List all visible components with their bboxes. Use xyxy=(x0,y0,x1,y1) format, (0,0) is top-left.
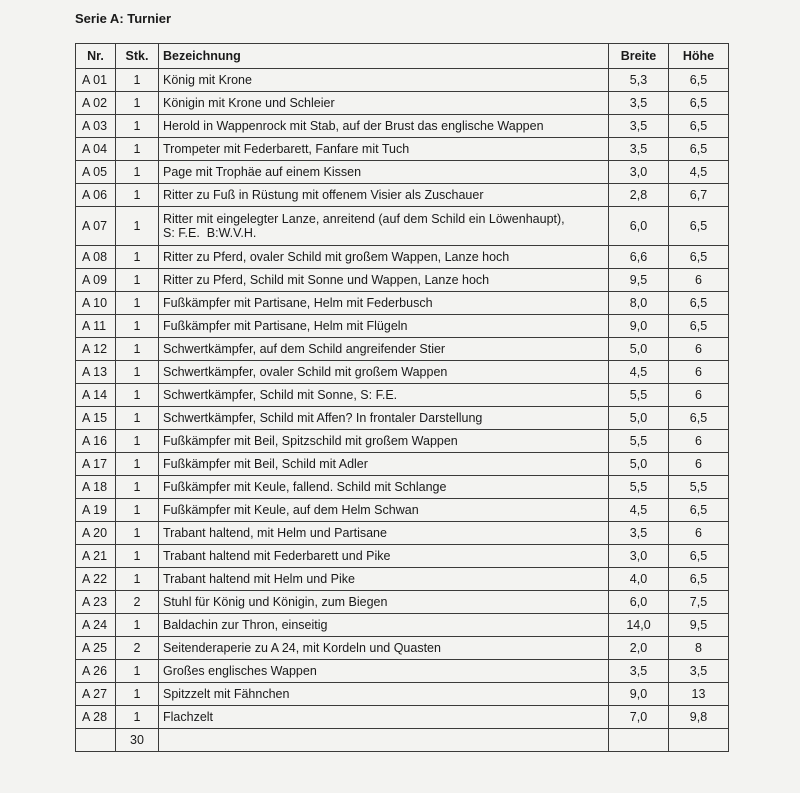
cell-nr: A 04 xyxy=(76,138,116,161)
bezeichnung-line: Ritter zu Pferd, ovaler Schild mit großem Wappen, Lanze hoch xyxy=(163,250,510,264)
cell-hoehe: 6 xyxy=(669,338,729,361)
cell-bezeichnung xyxy=(159,246,609,269)
cell-hoehe: 13 xyxy=(669,683,729,706)
cell-nr: A 01 xyxy=(76,69,116,92)
cell-nr: A 19 xyxy=(76,499,116,522)
cell-breite: 2,0 xyxy=(609,637,669,660)
cell-breite: 5,5 xyxy=(609,384,669,407)
cell-stk: 1 xyxy=(116,184,159,207)
cell-stk: 1 xyxy=(116,161,159,184)
cell-bezeichnung xyxy=(159,92,609,115)
table-row xyxy=(76,269,729,292)
table-row xyxy=(76,614,729,637)
cell-hoehe: 3,5 xyxy=(669,660,729,683)
cell-bezeichnung xyxy=(159,522,609,545)
cell-hoehe: 6,5 xyxy=(669,207,729,246)
cell-bezeichnung xyxy=(159,614,609,637)
cell-hoehe: 8 xyxy=(669,637,729,660)
cell-stk: 2 xyxy=(116,637,159,660)
cell-breite: 9,0 xyxy=(609,315,669,338)
page-title: Serie A: Turnier xyxy=(75,11,172,26)
cell-stk: 1 xyxy=(116,292,159,315)
cell-stk: 1 xyxy=(116,115,159,138)
bezeichnung-line-2: S: F.E. B:W.V.H. xyxy=(163,226,257,240)
bezeichnung-line: Baldachin zur Thron, einseitig xyxy=(163,618,328,632)
cell-breite: 4,5 xyxy=(609,499,669,522)
bezeichnung-line: Schwertkämpfer, Schild mit Affen? In frontaler Darstellung xyxy=(163,411,483,425)
cell-nr: A 02 xyxy=(76,92,116,115)
cell-breite: 3,5 xyxy=(609,92,669,115)
cell-nr: A 28 xyxy=(76,706,116,729)
cell-stk: 1 xyxy=(116,315,159,338)
cell-stk: 1 xyxy=(116,338,159,361)
cell-hoehe: 6,5 xyxy=(669,292,729,315)
cell-stk: 1 xyxy=(116,407,159,430)
cell-breite: 4,0 xyxy=(609,568,669,591)
bezeichnung-line: Trabant haltend, mit Helm und Partisane xyxy=(163,526,387,540)
table-row xyxy=(76,476,729,499)
cell-nr: A 05 xyxy=(76,161,116,184)
cell-stk: 1 xyxy=(116,92,159,115)
cell-breite: 5,0 xyxy=(609,338,669,361)
cell-nr: A 21 xyxy=(76,545,116,568)
cell-nr: A 06 xyxy=(76,184,116,207)
bezeichnung-line: Fußkämpfer mit Keule, auf dem Helm Schwan xyxy=(163,503,419,517)
cell-bezeichnung xyxy=(159,499,609,522)
cell-hoehe: 6 xyxy=(669,361,729,384)
cell-stk: 1 xyxy=(116,522,159,545)
table-row xyxy=(76,361,729,384)
bezeichnung-line: Fußkämpfer mit Partisane, Helm mit Federbusch xyxy=(163,296,433,310)
table-row xyxy=(76,115,729,138)
cell-hoehe: 6,5 xyxy=(669,545,729,568)
bezeichnung-line: Trabant haltend mit Helm und Pike xyxy=(163,572,355,586)
cell-hoehe: 6,5 xyxy=(669,246,729,269)
bezeichnung-line: Fußkämpfer mit Beil, Schild mit Adler xyxy=(163,457,368,471)
cell-stk: 1 xyxy=(116,384,159,407)
cell-breite: 4,5 xyxy=(609,361,669,384)
cell-breite: 5,0 xyxy=(609,453,669,476)
cell-hoehe: 6 xyxy=(669,522,729,545)
cell-nr: A 17 xyxy=(76,453,116,476)
cell-bezeichnung xyxy=(159,292,609,315)
cell-bezeichnung xyxy=(159,361,609,384)
cell-breite: 3,5 xyxy=(609,115,669,138)
table-row xyxy=(76,138,729,161)
cell-stk: 1 xyxy=(116,545,159,568)
table-row xyxy=(76,69,729,92)
cell-hoehe: 6 xyxy=(669,430,729,453)
header-hoehe: Höhe xyxy=(669,44,729,69)
bezeichnung-line: Seitenderaperie zu A 24, mit Kordeln und Quasten xyxy=(163,641,441,655)
total-bezeichnung xyxy=(159,729,609,752)
cell-bezeichnung xyxy=(159,138,609,161)
table-row xyxy=(76,683,729,706)
cell-nr: A 09 xyxy=(76,269,116,292)
cell-hoehe: 6,5 xyxy=(669,315,729,338)
cell-bezeichnung xyxy=(159,476,609,499)
cell-bezeichnung xyxy=(159,184,609,207)
cell-hoehe: 9,8 xyxy=(669,706,729,729)
cell-nr: A 08 xyxy=(76,246,116,269)
cell-breite: 5,5 xyxy=(609,430,669,453)
cell-stk: 1 xyxy=(116,69,159,92)
cell-breite: 5,3 xyxy=(609,69,669,92)
bezeichnung-line: Herold in Wappenrock mit Stab, auf der Brust das englische Wappen xyxy=(163,119,544,133)
cell-stk: 1 xyxy=(116,476,159,499)
total-breite xyxy=(609,729,669,752)
total-row xyxy=(76,729,729,752)
cell-breite: 8,0 xyxy=(609,292,669,315)
cell-nr: A 03 xyxy=(76,115,116,138)
cell-bezeichnung xyxy=(159,637,609,660)
cell-breite: 7,0 xyxy=(609,706,669,729)
cell-hoehe: 6,5 xyxy=(669,499,729,522)
cell-nr: A 20 xyxy=(76,522,116,545)
cell-hoehe: 6,5 xyxy=(669,115,729,138)
cell-breite: 5,0 xyxy=(609,407,669,430)
cell-nr: A 11 xyxy=(76,315,116,338)
cell-bezeichnung xyxy=(159,69,609,92)
cell-stk: 1 xyxy=(116,614,159,637)
table-row xyxy=(76,522,729,545)
table-row xyxy=(76,338,729,361)
cell-stk: 1 xyxy=(116,499,159,522)
cell-nr: A 27 xyxy=(76,683,116,706)
cell-stk: 1 xyxy=(116,269,159,292)
cell-breite: 3,5 xyxy=(609,660,669,683)
cell-hoehe: 9,5 xyxy=(669,614,729,637)
bezeichnung-line: Trabant haltend mit Federbarett und Pike xyxy=(163,549,391,563)
bezeichnung-line: Königin mit Krone und Schleier xyxy=(163,96,335,110)
cell-breite: 6,0 xyxy=(609,591,669,614)
cell-nr: A 07 xyxy=(76,207,116,246)
bezeichnung-line: Fußkämpfer mit Partisane, Helm mit Flügeln xyxy=(163,319,408,333)
cell-bezeichnung xyxy=(159,161,609,184)
cell-nr: A 18 xyxy=(76,476,116,499)
cell-hoehe: 6 xyxy=(669,453,729,476)
table-row xyxy=(76,545,729,568)
cell-bezeichnung xyxy=(159,430,609,453)
table-row xyxy=(76,637,729,660)
bezeichnung-line: Schwertkämpfer, ovaler Schild mit großem Wappen xyxy=(163,365,448,379)
bezeichnung-line: Fußkämpfer mit Keule, fallend. Schild mit Schlange xyxy=(163,480,447,494)
bezeichnung-line: Schwertkämpfer, Schild mit Sonne, S: F.E. xyxy=(163,388,398,402)
cell-hoehe: 6,7 xyxy=(669,184,729,207)
cell-stk: 1 xyxy=(116,683,159,706)
cell-breite: 3,5 xyxy=(609,522,669,545)
bezeichnung-line: Trompeter mit Federbarett, Fanfare mit Tuch xyxy=(163,142,410,156)
cell-nr: A 10 xyxy=(76,292,116,315)
bezeichnung-line: Fußkämpfer mit Beil, Spitzschild mit großem Wappen xyxy=(163,434,458,448)
total-nr xyxy=(76,729,116,752)
bezeichnung-line: Ritter zu Pferd, Schild mit Sonne und Wappen, Lanze hoch xyxy=(163,273,490,287)
cell-breite: 5,5 xyxy=(609,476,669,499)
bezeichnung-line: Flachzelt xyxy=(163,710,214,724)
cell-hoehe: 6,5 xyxy=(669,92,729,115)
cell-hoehe: 5,5 xyxy=(669,476,729,499)
header-stk: Stk. xyxy=(116,44,159,69)
cell-breite: 3,0 xyxy=(609,545,669,568)
cell-bezeichnung xyxy=(159,683,609,706)
cell-bezeichnung xyxy=(159,568,609,591)
cell-bezeichnung xyxy=(159,338,609,361)
cell-nr: A 13 xyxy=(76,361,116,384)
bezeichnung-line: Ritter zu Fuß in Rüstung mit offenem Visier als Zuschauer xyxy=(163,188,484,202)
cell-stk: 1 xyxy=(116,246,159,269)
cell-nr: A 25 xyxy=(76,637,116,660)
cell-breite: 6,0 xyxy=(609,207,669,246)
cell-breite: 14,0 xyxy=(609,614,669,637)
cell-stk: 1 xyxy=(116,361,159,384)
cell-breite: 2,8 xyxy=(609,184,669,207)
bezeichnung-line: Page mit Trophäe auf einem Kissen xyxy=(163,165,362,179)
cell-bezeichnung xyxy=(159,706,609,729)
total-stk: 30 xyxy=(116,729,159,752)
cell-hoehe: 4,5 xyxy=(669,161,729,184)
cell-stk: 1 xyxy=(116,453,159,476)
cell-hoehe: 6,5 xyxy=(669,407,729,430)
table-row xyxy=(76,384,729,407)
table-row xyxy=(76,453,729,476)
cell-nr: A 22 xyxy=(76,568,116,591)
cell-hoehe: 6 xyxy=(669,384,729,407)
cell-breite: 3,0 xyxy=(609,161,669,184)
cell-bezeichnung xyxy=(159,407,609,430)
cell-bezeichnung xyxy=(159,315,609,338)
header-bezeichnung: Bezeichnung xyxy=(159,44,609,69)
cell-stk: 1 xyxy=(116,568,159,591)
inventory-table xyxy=(75,43,729,752)
table-row xyxy=(76,706,729,729)
cell-breite: 9,0 xyxy=(609,683,669,706)
table-row xyxy=(76,315,729,338)
bezeichnung-line: Stuhl für König und Königin, zum Biegen xyxy=(163,595,388,609)
cell-stk: 1 xyxy=(116,660,159,683)
bezeichnung-line: Spitzzelt mit Fähnchen xyxy=(163,687,290,701)
cell-bezeichnung xyxy=(159,545,609,568)
cell-stk: 1 xyxy=(116,138,159,161)
cell-bezeichnung xyxy=(159,207,609,246)
total-hoehe xyxy=(669,729,729,752)
table-row xyxy=(76,407,729,430)
cell-bezeichnung xyxy=(159,453,609,476)
cell-bezeichnung xyxy=(159,591,609,614)
cell-nr: A 16 xyxy=(76,430,116,453)
table-row xyxy=(76,246,729,269)
cell-stk: 1 xyxy=(116,430,159,453)
cell-stk: 2 xyxy=(116,591,159,614)
cell-stk: 1 xyxy=(116,207,159,246)
cell-breite: 9,5 xyxy=(609,269,669,292)
cell-bezeichnung xyxy=(159,660,609,683)
cell-hoehe: 6,5 xyxy=(669,69,729,92)
table-header-row xyxy=(76,44,729,69)
table-row xyxy=(76,499,729,522)
cell-hoehe: 6 xyxy=(669,269,729,292)
cell-breite: 6,6 xyxy=(609,246,669,269)
cell-bezeichnung xyxy=(159,115,609,138)
cell-hoehe: 6,5 xyxy=(669,568,729,591)
cell-hoehe: 6,5 xyxy=(669,138,729,161)
cell-nr: A 15 xyxy=(76,407,116,430)
table-row xyxy=(76,207,729,246)
table-row xyxy=(76,430,729,453)
cell-hoehe: 7,5 xyxy=(669,591,729,614)
table-row xyxy=(76,568,729,591)
bezeichnung-line: Großes englisches Wappen xyxy=(163,664,317,678)
header-breite: Breite xyxy=(609,44,669,69)
cell-nr: A 12 xyxy=(76,338,116,361)
cell-nr: A 23 xyxy=(76,591,116,614)
table-row xyxy=(76,292,729,315)
table-row xyxy=(76,161,729,184)
bezeichnung-line: König mit Krone xyxy=(163,73,252,87)
table-row xyxy=(76,92,729,115)
bezeichnung-line: Schwertkämpfer, auf dem Schild angreifender Stier xyxy=(163,342,446,356)
cell-nr: A 26 xyxy=(76,660,116,683)
cell-nr: A 24 xyxy=(76,614,116,637)
table-row xyxy=(76,660,729,683)
table-row xyxy=(76,184,729,207)
cell-bezeichnung xyxy=(159,269,609,292)
header-nr: Nr. xyxy=(76,44,116,69)
cell-stk: 1 xyxy=(116,706,159,729)
cell-bezeichnung xyxy=(159,384,609,407)
table-row xyxy=(76,591,729,614)
cell-breite: 3,5 xyxy=(609,138,669,161)
bezeichnung-line: Ritter mit eingelegter Lanze, anreitend (auf dem Schild ein Löwenhaupt), xyxy=(163,212,565,226)
cell-nr: A 14 xyxy=(76,384,116,407)
